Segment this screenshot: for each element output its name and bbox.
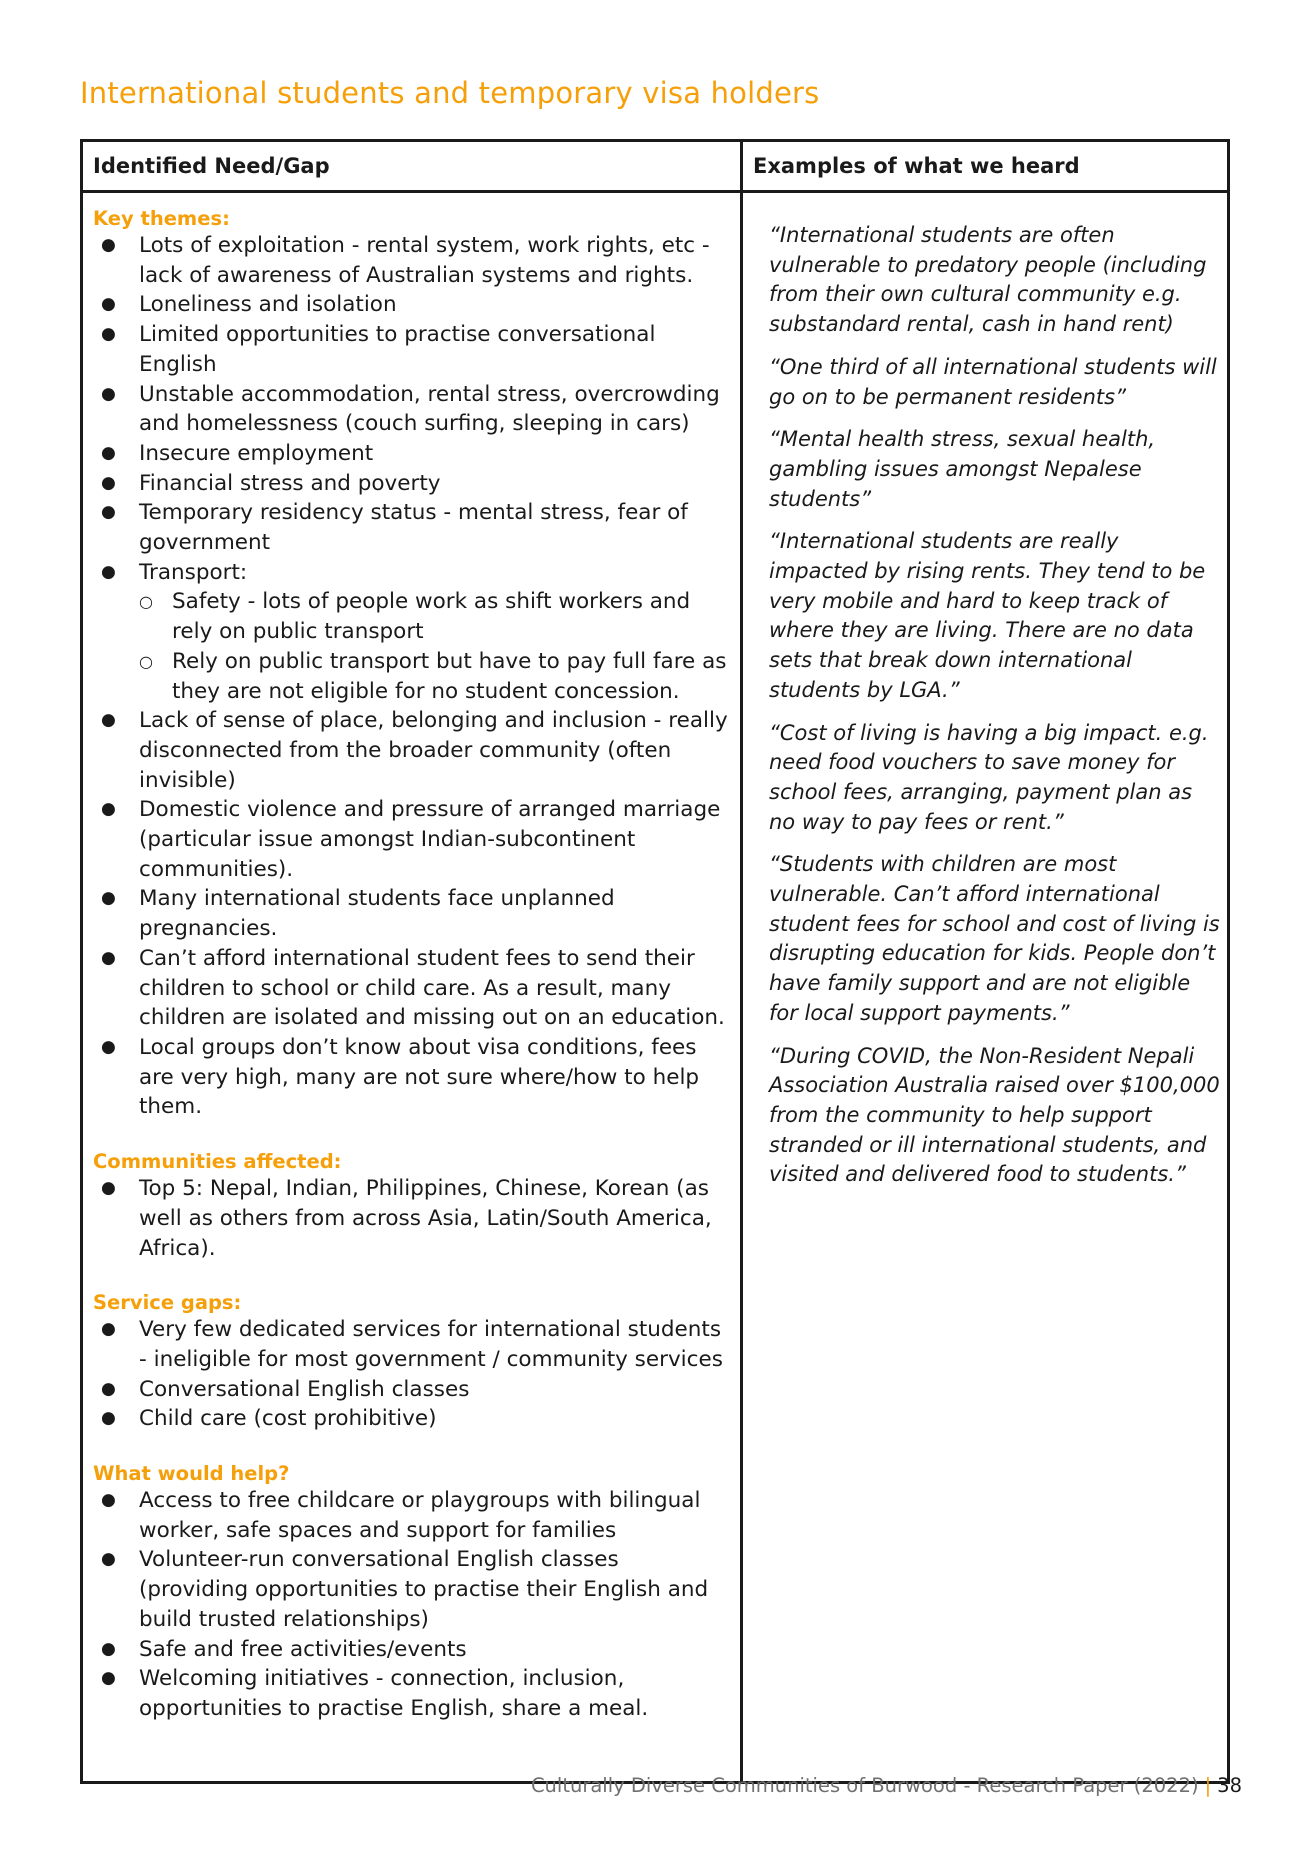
quote: “International students are really impacted by rising rents. They tend to be very mobile and hard to keep track of where they are living. There are no data sets that break down international students by LGA.” xyxy=(769,529,1206,702)
list-item: ● Loneliness and isolation xyxy=(93,290,732,320)
sub-list xyxy=(139,587,732,706)
list-item: ● Financial stress and poverty xyxy=(93,469,732,499)
list-item: ● Unstable accommodation, rental stress, overcrowding and homelessness (couch surfing, sleeping in cars) xyxy=(93,380,732,439)
page-title: International students and temporary visa holders xyxy=(80,76,820,110)
list-item: ● Local groups don’t know about visa conditions, fees are very high, many are not sure where/how to help them. xyxy=(93,1033,732,1122)
section-heading: Key themes: xyxy=(93,207,230,230)
quote: “During COVID, the Non-Resident Nepali Association Australia raised over $100,000 from the community to help support stranded or ill international students, and visited and delivered food to students.” xyxy=(769,1043,1220,1187)
bullet-list xyxy=(93,1486,732,1724)
bullet-list xyxy=(93,1315,732,1434)
list-item: ● Conversational English classes xyxy=(93,1375,732,1405)
list-item: ● Top 5: Nepal, Indian, Philippines, Chinese, Korean (as well as others from across Asia, Latin/South America, Africa). xyxy=(93,1174,732,1263)
quote: “Students with children are most vulnerable. Can’t afford international student fees for school and cost of living is disrupting education for kids. People don’t have family support and are not eligible for local support payments.” xyxy=(769,852,1220,1025)
list-item: ● Lack of sense of place, belonging and inclusion - really disconnected from the broader community (often invisible) xyxy=(93,706,732,795)
section-heading: Communities affected: xyxy=(93,1150,342,1174)
header-examples-heard: Examples of what we heard xyxy=(742,141,1229,192)
list-item: ● Lots of exploitation - rental system, work rights, etc - lack of awareness of Australian systems and rights. xyxy=(93,231,732,290)
list-item: ● Many international students face unplanned pregnancies. xyxy=(93,884,732,943)
page-number: 38 xyxy=(1217,1774,1242,1797)
quote: “Cost of living is having a big impact. e.g. need food vouchers to save money for school fees, arranging, payment plan as no way to pay fees or rent.” xyxy=(769,720,1209,834)
page-footer xyxy=(531,1774,1242,1797)
key-themes-section xyxy=(93,207,732,1122)
sub-list-item: ○ Safety - lots of people work as shift workers and rely on public transport xyxy=(139,587,732,646)
bullet-list xyxy=(93,1174,732,1263)
list-item: ● Very few dedicated services for international students - ineligible for most government / community services xyxy=(93,1315,732,1374)
header-identified-need: Identified Need/Gap xyxy=(82,141,742,192)
list-item-transport xyxy=(93,558,732,707)
list-item: ● Limited opportunities to practise conversational English xyxy=(93,320,732,379)
list-item: ● Domestic violence and pressure of arranged marriage (particular issue amongst Indian-subcontinent communities). xyxy=(93,795,732,884)
footer-document-title: Culturally Diverse Communities of Burwood - Research Paper (2022) xyxy=(530,1774,1199,1797)
section-heading: What would help? xyxy=(93,1462,290,1486)
needs-cell xyxy=(82,192,742,1783)
section-heading: Service gaps: xyxy=(93,1291,242,1315)
list-item: ● Temporary residency status - mental stress, fear of government xyxy=(93,498,732,557)
service-gaps-section xyxy=(93,1291,732,1434)
list-item: ● Volunteer-run conversational English classes (providing opportunities to practise their English and build trusted relationships) xyxy=(93,1545,732,1634)
list-item: ● Can’t afford international student fees to send their children to school or child care. As a result, many children are isolated and missing out on an education. xyxy=(93,944,732,1033)
bullet-list xyxy=(93,231,732,1122)
list-item-label: Transport: xyxy=(139,559,248,585)
list-item: ● Welcoming initiatives - connection, inclusion, opportunities to practise English, share a meal. xyxy=(93,1664,732,1723)
quote: “Mental health stress, sexual health, gambling issues amongst Nepalese students” xyxy=(769,427,1156,511)
list-item: ● Child care (cost prohibitive) xyxy=(93,1404,732,1434)
quote: “One third of all international students will go on to be permanent residents” xyxy=(769,354,1217,409)
footer-separator: | xyxy=(1204,1774,1212,1797)
needs-table xyxy=(80,139,1230,1784)
list-item: ● Safe and free activities/events xyxy=(93,1635,732,1665)
quote: “International students are often vulnerable to predatory people (including from their own cultural community e.g. substandard rental, cash in hand rent) xyxy=(769,223,1207,337)
what-would-help-section xyxy=(93,1462,732,1724)
communities-affected-section xyxy=(93,1150,732,1263)
list-item: ● Insecure employment xyxy=(93,439,732,469)
table-header-row xyxy=(82,141,1229,192)
list-item: ● Access to free childcare or playgroups with bilingual worker, safe spaces and support for families xyxy=(93,1486,732,1545)
table-row xyxy=(82,192,1229,1783)
sub-list-item: ○ Rely on public transport but have to pay full fare as they are not eligible for no student concession. xyxy=(139,647,732,706)
quotes-cell xyxy=(742,192,1229,1783)
